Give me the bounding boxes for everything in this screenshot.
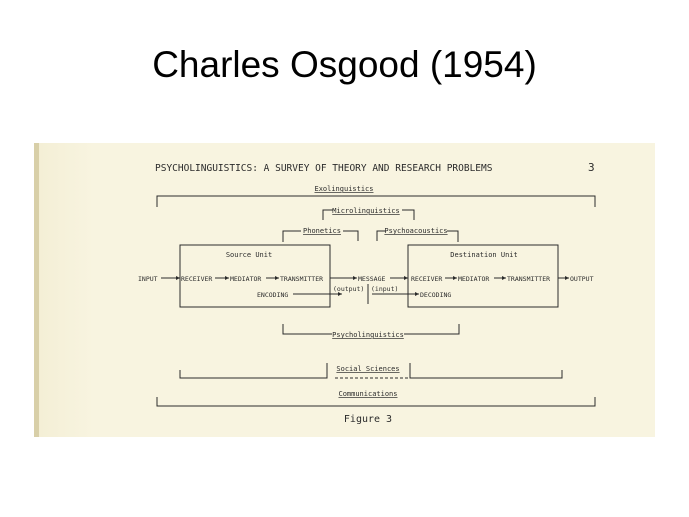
arrow-transmitter-message-head xyxy=(353,276,357,280)
figure-caption: Figure 3 xyxy=(343,414,393,425)
source-unit-label: Source Unit xyxy=(225,251,273,259)
input-label: INPUT xyxy=(138,275,158,283)
page-header: PSYCHOLINGUISTICS: A SURVEY OF THEORY AND RESEARCH PROBLEMS xyxy=(155,163,493,174)
arrow-mediator-transmitter-2-head xyxy=(502,276,506,280)
arrow-receiver-mediator-2-head xyxy=(453,276,457,280)
mediator-source: MEDIATOR xyxy=(230,275,262,283)
social-sciences-label: Social Sciences xyxy=(336,365,400,373)
transmitter-destination: TRANSMITTER xyxy=(507,275,551,283)
exolinguistics-label: Exolinguistics xyxy=(314,185,374,193)
social-sciences-left-bracket xyxy=(180,363,327,378)
arrow-output-head xyxy=(565,276,569,280)
communications-bracket xyxy=(157,397,595,406)
destination-unit-label: Destination Unit xyxy=(450,251,518,259)
message-label: MESSAGE xyxy=(358,275,386,283)
decoding-arrow-head xyxy=(415,292,419,296)
page-number: 3 xyxy=(588,161,595,174)
output-label: OUTPUT xyxy=(570,275,594,283)
encoding-label: ENCODING xyxy=(257,291,289,299)
input-paren-label: (input) xyxy=(371,285,399,293)
receiver-destination: RECEIVER xyxy=(411,275,443,283)
arrow-input-head xyxy=(176,276,180,280)
arrow-message-receiver-head xyxy=(404,276,408,280)
arrow-receiver-mediator-head xyxy=(225,276,229,280)
receiver-source: RECEIVER xyxy=(181,275,213,283)
exolinguistics-bracket xyxy=(157,196,595,207)
slide-title: Charles Osgood (1954) xyxy=(152,44,537,85)
phonetics-label: Phonetics xyxy=(303,227,341,235)
microlinguistics-label: Microlinguistics xyxy=(332,207,400,215)
communications-label: Communications xyxy=(338,390,398,398)
psychoacoustics-label: Psychoacoustics xyxy=(384,227,448,235)
arrow-mediator-transmitter-head xyxy=(275,276,279,280)
social-sciences-right-bracket xyxy=(410,363,562,378)
transmitter-source: TRANSMITTER xyxy=(280,275,324,283)
mediator-destination: MEDIATOR xyxy=(458,275,490,283)
output-paren-label: (output) xyxy=(333,285,365,293)
decoding-label: DECODING xyxy=(420,291,452,299)
psycholinguistics-label: Psycholinguistics xyxy=(332,331,404,339)
